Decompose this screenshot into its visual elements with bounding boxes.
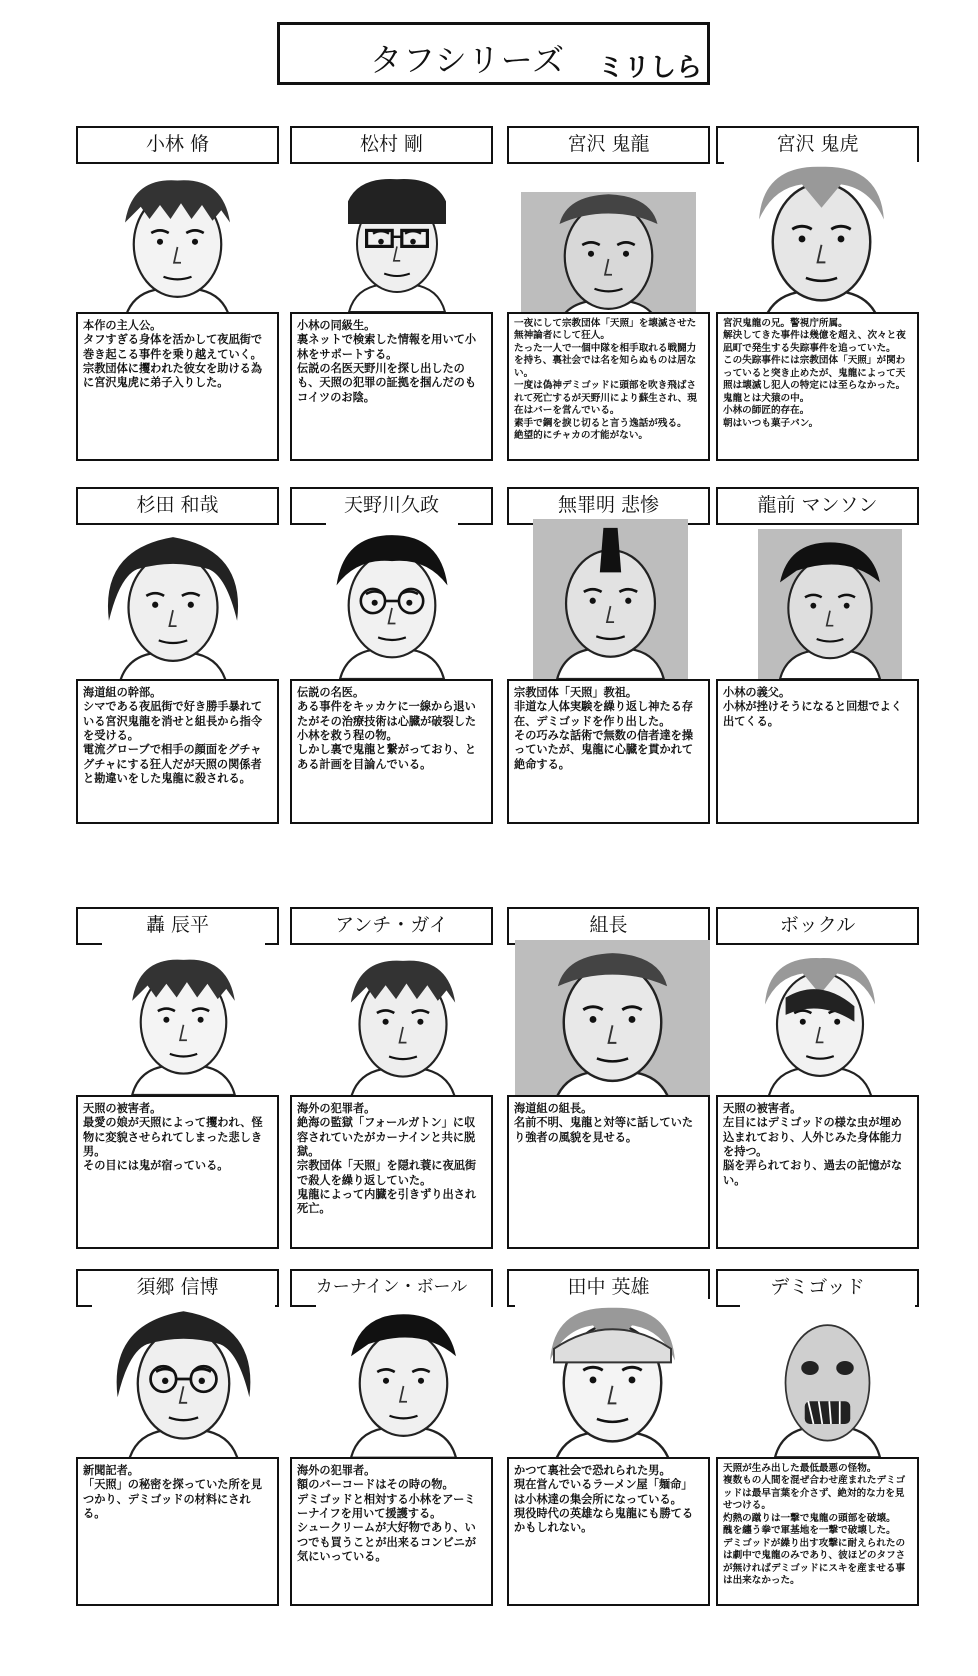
character-name: 小林 脩 xyxy=(76,126,279,164)
portrait-tanaka-icon xyxy=(515,1299,710,1457)
character-description xyxy=(76,312,279,461)
description-line: 海道組の幹部。 xyxy=(83,685,162,699)
portrait-sugita-icon xyxy=(84,527,262,679)
character-name: 宮沢 鬼虎 xyxy=(716,126,919,164)
character-name: 須郷 信博 xyxy=(76,1269,279,1307)
character-card xyxy=(290,907,493,1249)
character-description xyxy=(507,1457,710,1606)
character-name: 杉田 和哉 xyxy=(76,487,279,525)
character-description xyxy=(76,679,279,824)
description-line: 海外の犯罪者。 xyxy=(297,1463,376,1477)
character-name: 田中 英雄 xyxy=(507,1269,710,1307)
character-card xyxy=(290,1269,493,1606)
character-card xyxy=(507,487,710,824)
page-title-box xyxy=(277,22,710,85)
portrait-karnine-icon xyxy=(316,1301,491,1457)
character-name: 無罪明 悲惨 xyxy=(507,487,710,525)
description-line: 一度は偽神デミゴッドに頭部を吹き飛ばされて死亡するが天野川により蘇生され、現在はバーを営んでいる。 xyxy=(514,380,697,417)
description-line: その目には鬼が宿っている。 xyxy=(83,1158,229,1173)
character-card xyxy=(716,907,919,1249)
description-line: 一夜にして宗教団体「天照」を壊滅させた無神論者にして狂人。 xyxy=(514,318,697,342)
description-line: 宗教団体「天照」を隠れ蓑に夜凪街で殺人を繰り返していた。 xyxy=(297,1158,477,1187)
description-line: 鬼龍によって内臓を引きずり出され死亡。 xyxy=(297,1186,477,1216)
description-line: 醜を纏う拳で軍基地を一撃で破壊した。 xyxy=(723,1525,896,1537)
description-line: 宗教団体に攫われた彼女を助ける為に宮沢鬼虎に弟子入りした。 xyxy=(83,360,263,390)
character-description xyxy=(716,1457,919,1606)
character-name: 轟 辰平 xyxy=(76,907,279,945)
portrait-muzaimei-icon xyxy=(533,519,688,679)
description-line: 複数もの人間を混ぜ合わせ産まれたデミゴッドは最早言葉を介さず、絶対的な力を見せつける。 xyxy=(723,1475,906,1512)
character-description xyxy=(290,1457,493,1606)
description-line: 小林の義父。 xyxy=(723,685,791,699)
description-line: 海外の犯罪者。 xyxy=(297,1101,376,1115)
description-line: 天照が生み出した最低最悪の怪物。 xyxy=(723,1463,877,1474)
page-subtitle: ミリしら xyxy=(598,53,703,83)
description-line: 海道組の組長。 xyxy=(514,1101,593,1115)
description-line: 伝説の名医。 xyxy=(297,685,365,699)
description-line: 絶海の監獄「フォールガトン」に収容されていたがカーナインと共に脱獄。 xyxy=(297,1115,476,1158)
portrait-matsumura-icon xyxy=(348,168,446,312)
portrait-kiryu-icon xyxy=(521,192,696,312)
description-line: 電流グローブで相手の顔面をグチャグチャにする狂人だが天照の関係者と勘違いをした鬼龍に殺される。 xyxy=(83,742,262,785)
description-line: 脳を弄られており、過去の記憶がない。 xyxy=(723,1158,903,1187)
description-line: しかし裏で鬼龍と繋がっており、とある計画を目論んでいる。 xyxy=(297,742,477,771)
description-line: デミゴッドが繰り出す攻撃に耐えられたのは劇中で鬼龍のみであり、彼ほどのタフさが無ければデミゴッドにスキを産ませる事は出来なかった。 xyxy=(723,1537,906,1587)
description-line: タフすぎる身体を活かして夜凪街で巻き起こる事件を乗り越えていく。 xyxy=(83,332,263,361)
portrait-bokkuru-icon xyxy=(734,945,906,1095)
description-line: 宮沢鬼龍の兄。警視庁所属。 xyxy=(723,318,848,329)
character-description xyxy=(290,312,493,461)
character-card xyxy=(76,1269,279,1606)
portrait-kobayashi-icon xyxy=(90,168,265,312)
description-line: 解決してきた事件は幾億を超え、次々と夜凪町で発生する失踪事件を追っていた。 xyxy=(723,330,906,354)
character-name: 松村 剛 xyxy=(290,126,493,164)
description-line: 素手で鋼を捩じ切ると言う逸話が残る。 xyxy=(514,417,687,429)
character-card xyxy=(507,907,710,1249)
portrait-ryuzen-icon xyxy=(758,529,902,679)
description-line: 最愛の娘が天照によって攫われ、怪物に変貌させられてしまった悲しき男。 xyxy=(83,1115,263,1158)
character-description xyxy=(76,1095,279,1249)
character-name: アンチ・ガイ xyxy=(290,907,493,945)
portrait-demigod-icon xyxy=(740,1300,915,1457)
portrait-antiguy-icon xyxy=(316,945,490,1095)
description-line: 裏ネットで検索した情報を用いて小林をサポートする。 xyxy=(297,332,477,361)
portrait-amanogawa-icon xyxy=(326,523,458,679)
character-description xyxy=(716,679,919,824)
description-line: 小林の師匠的存在。 xyxy=(723,405,810,417)
description-line: 新聞記者。 xyxy=(83,1463,139,1477)
description-line: 非道な人体実験を繰り返し神たる存在、デミゴッドを作り出した。 xyxy=(514,699,694,728)
description-line: デミゴッドと相対する小林をアーミーナイフを用いて援護する。 xyxy=(297,1491,476,1520)
description-line: たった一人で一個中隊を相手取れる戦闘力を持ち、裏社会では名を知らぬものは居ない。 xyxy=(514,342,697,379)
description-line: 鬼龍とは犬猿の中。 xyxy=(723,392,810,404)
page-title: タフシリーズ xyxy=(370,41,566,79)
description-line: シマである夜凪街で好き勝手暴れている宮沢鬼龍を消せと組長から指令を受ける。 xyxy=(83,699,263,742)
character-card xyxy=(76,907,279,1249)
character-description xyxy=(76,1457,279,1606)
description-line: 絶望的にチャカの才能がない。 xyxy=(514,430,649,442)
description-line: 宗教団体「天照」教祖。 xyxy=(514,685,638,699)
description-line: 朝はいつも菓子パン。 xyxy=(723,417,819,429)
description-line: 灼熱の蹴りは一撃で鬼龍の頭部を破壊。 xyxy=(723,1512,896,1524)
character-card xyxy=(76,487,279,824)
character-name: 龍前 マンソン xyxy=(716,487,919,525)
character-description xyxy=(507,679,710,824)
character-name: 天野川久政 xyxy=(290,487,493,525)
character-card xyxy=(716,1269,919,1606)
description-line: 名前不明、鬼龍と対等に話していたり強者の風貌を見せる。 xyxy=(514,1115,694,1144)
description-line: 現役時代の英雄なら鬼龍にも勝てるかもしれない。 xyxy=(514,1505,694,1535)
description-line: 「天照」の秘密を探っていた所を見つかり、デミゴッドの材料にされる。 xyxy=(83,1477,263,1520)
description-line: かつて裏社会で恐れられた男。 xyxy=(514,1463,671,1477)
description-line: 天照の被害者。 xyxy=(723,1101,802,1115)
description-line: シュークリームが大好物であり、いつでも買うことが出来るコンビニが気にいっている。 xyxy=(297,1520,477,1563)
description-line: 左目にはデミゴッドの様な虫が埋め込まれており、人外じみた身体能力を持つ。 xyxy=(723,1115,903,1158)
portrait-kitora-icon xyxy=(724,162,919,312)
character-name: 宮沢 鬼龍 xyxy=(507,126,710,164)
character-card xyxy=(507,126,710,461)
character-description xyxy=(716,312,919,461)
character-card xyxy=(76,126,279,461)
character-card xyxy=(507,1269,710,1606)
description-line: この失踪事件には宗教団体「天照」が関わっていると突き止めたが、鬼龍によって天照は壊滅し犯人の特定には至らなかった。 xyxy=(723,355,906,392)
character-name: 組長 xyxy=(507,907,710,945)
character-description xyxy=(507,1095,710,1249)
description-line: 額のバーコードはその時の物。 xyxy=(297,1477,454,1492)
character-name: ボックル xyxy=(716,907,919,945)
description-line: 現在営んでいるラーメン屋「麺命」は小林達の集会所になっている。 xyxy=(514,1477,693,1506)
portrait-sugo-icon xyxy=(92,1301,275,1457)
character-card xyxy=(290,126,493,461)
description-line: ある事件をキッカケに一線から退いたがその治療技術は心臓が破裂した小林を救う程の物。 xyxy=(297,699,477,742)
character-description xyxy=(507,312,710,461)
character-card xyxy=(716,126,919,461)
description-line: その巧みな話術で無数の信者達を操っていたが、鬼龍に心臓を貫かれて絶命する。 xyxy=(514,727,694,771)
portrait-kumicho-icon xyxy=(515,940,710,1095)
character-card xyxy=(290,487,493,824)
description-line: 小林の同級生。 xyxy=(297,318,376,332)
description-line: 小林が挫けそうになると回想でよく出てくる。 xyxy=(723,699,903,728)
description-line: 本作の主人公。 xyxy=(83,318,162,332)
description-line: 天照の被害者。 xyxy=(83,1101,162,1115)
description-line: 伝説の名医天野川を探し出したのも、天照の犯罪の証拠を掴んだのもコイツのお陰。 xyxy=(297,360,477,404)
character-card xyxy=(716,487,919,824)
character-description xyxy=(716,1095,919,1249)
character-description xyxy=(290,1095,493,1249)
character-description xyxy=(290,679,493,824)
portrait-todoroki-icon xyxy=(102,941,265,1095)
character-name: カーナイン・ボール xyxy=(290,1269,493,1307)
character-name: デミゴッド xyxy=(716,1269,919,1307)
